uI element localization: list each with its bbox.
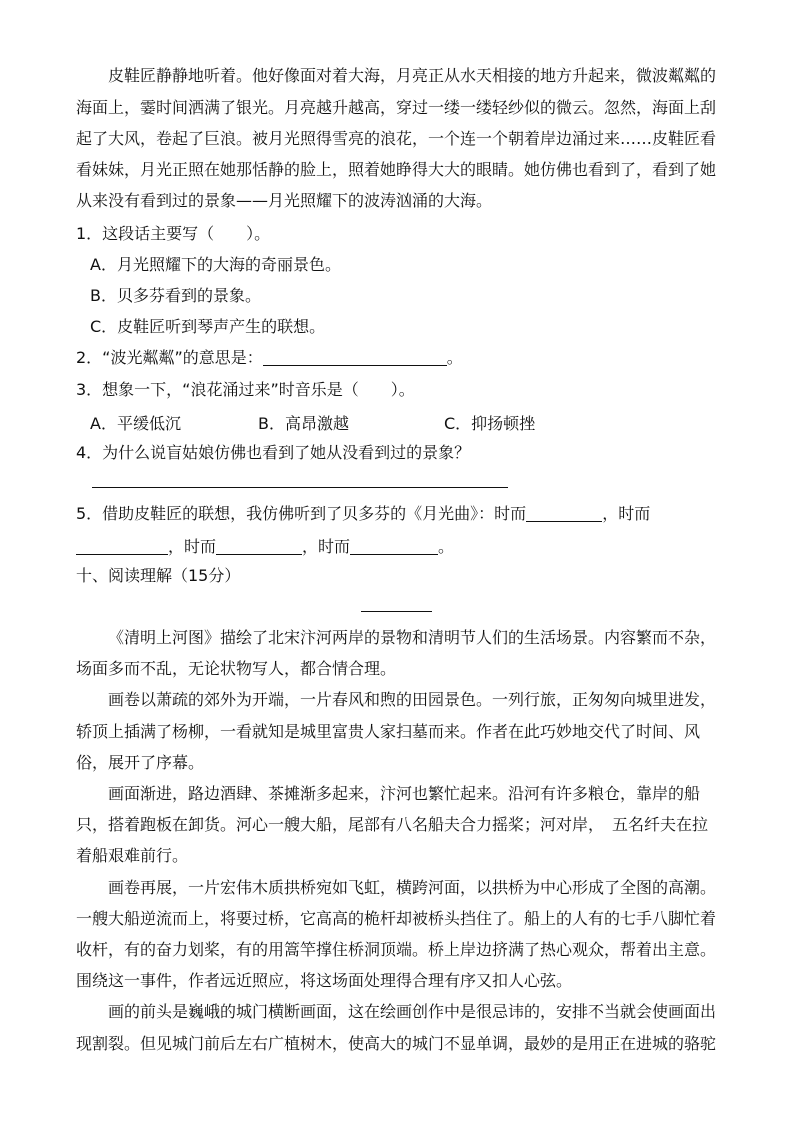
passage-line: 起了大风，卷起了巨浪。被月光照得雪亮的浪花，一个连一个朝着岸边涌过来……皮鞋匠看: [76, 129, 717, 148]
passage-line: 画卷以萧疏的郊外为开端，一片春风和煦的田园景色。一列行旅，正匆匆向城里进发，: [108, 690, 717, 709]
answer-line[interactable]: [92, 487, 508, 488]
question-5: [76, 504, 650, 524]
passage-line: 海面上，霎时间洒满了银光。月亮越升越高，穿过一缕一缕轻纱似的微云。忽然，海面上刮: [76, 98, 717, 117]
question-2-text: 2．“波光粼粼”的意思是：: [76, 348, 263, 367]
answer-blank[interactable]: [526, 505, 602, 522]
question-4: 4．为什么说盲姑娘仿佛也看到了她从没看到过的景象？: [76, 443, 471, 462]
option-c: C．皮鞋匠听到琴声产生的联想。: [90, 317, 326, 336]
separator: ，时而: [302, 537, 351, 556]
passage-line: 只，搭着跑板在卸货。河心一艘大船，尾部有八名船夫合力摇桨；河对岸， 五名纤夫在拉: [76, 815, 709, 834]
answer-blank[interactable]: [216, 538, 302, 555]
question-5-end: 。: [438, 537, 455, 556]
answer-blank[interactable]: [263, 349, 447, 366]
passage-line: 画卷再展，一片宏伟木质拱桥宛如飞虹，横跨河面，以拱桥为中心形成了全图的高潮。: [108, 878, 717, 897]
answer-blank[interactable]: [350, 538, 438, 555]
question-2: [76, 348, 463, 368]
section-title: 十、阅读理解（15分）: [76, 566, 241, 585]
question-5-text: 5．借助皮鞋匠的联想，我仿佛听到了贝多芬的《月光曲》：时而: [76, 504, 527, 523]
separator: ，时而: [168, 537, 217, 556]
passage-line: 一艘大船逆流而上，将要过桥，它高高的桅杆却被桥头挡住了。船上的人有的七手八脚忙着: [76, 909, 717, 928]
passage-line: 轿顶上插满了杨柳，一看就知是城里富贵人家扫墓而来。作者在此巧妙地交代了时间、风: [76, 722, 701, 741]
passage-line: 围绕这一事件，作者远近照应，将这场面处理得合理有序又扣人心弦。: [76, 971, 573, 990]
passage-line: 收杆，有的奋力划桨，有的用篙竿撑住桥洞顶端。桥上岸边挤满了热心观众，帮着出主意。: [76, 940, 717, 959]
passage-line: 画的前头是巍峨的城门横断画面，这在绘画创作中是很忌讳的，安排不当就会使画面出: [108, 1002, 717, 1021]
option-c: C．抑扬顿挫: [444, 414, 536, 433]
option-b: B．高昂激越: [258, 414, 349, 433]
separator: ，时而: [602, 504, 651, 523]
passage-line: 俗，展开了序幕。: [76, 753, 205, 772]
passage-line: 现割裂。但见城门前后左右广植树木，使高大的城门不显单调，最妙的是用正在进城的骆驼: [76, 1034, 717, 1053]
passage-line: 着船艰难前行。: [76, 846, 189, 865]
question-2-end: 。: [446, 348, 463, 367]
option-a: A．月光照耀下的大海的奇丽景色。: [90, 255, 341, 274]
answer-blank[interactable]: [76, 538, 168, 555]
passage-line: 皮鞋匠静静地听着。他好像面对着大海，月亮正从水天相接的地方升起来，微波粼粼的: [108, 66, 717, 85]
passage-line: 画面渐进，路边酒肆、茶摊渐多起来，汴河也繁忙起来。沿河有许多粮仓，靠岸的船: [108, 784, 701, 803]
passage-line: 《清明上河图》描绘了北宋汴河两岸的景物和清明节人们的生活场景。内容繁而不杂，: [108, 628, 717, 647]
passage-line: 从来没有看到过的景象——月光照耀下的波涛汹涌的大海。: [76, 191, 493, 210]
option-b: B．贝多芬看到的景象。: [90, 286, 261, 305]
question-3: 3．想象一下，“浪花涌过来”时音乐是（ ）。: [76, 380, 415, 399]
question-1: 1．这段话主要写（ ）。: [76, 224, 271, 243]
title-blank[interactable]: [361, 611, 432, 612]
question-3-options: [0, 411, 794, 433]
passage-line: 看妹妹，月光正照在她那恬静的脸上，照着她睁得大大的眼睛。她仿佛也看到了，看到了她: [76, 160, 717, 179]
question-5-continued: [76, 537, 454, 557]
passage-line: 场面多而不乱，无论状物写人，都合情合理。: [76, 659, 397, 678]
option-a: A．平缓低沉: [90, 414, 181, 433]
